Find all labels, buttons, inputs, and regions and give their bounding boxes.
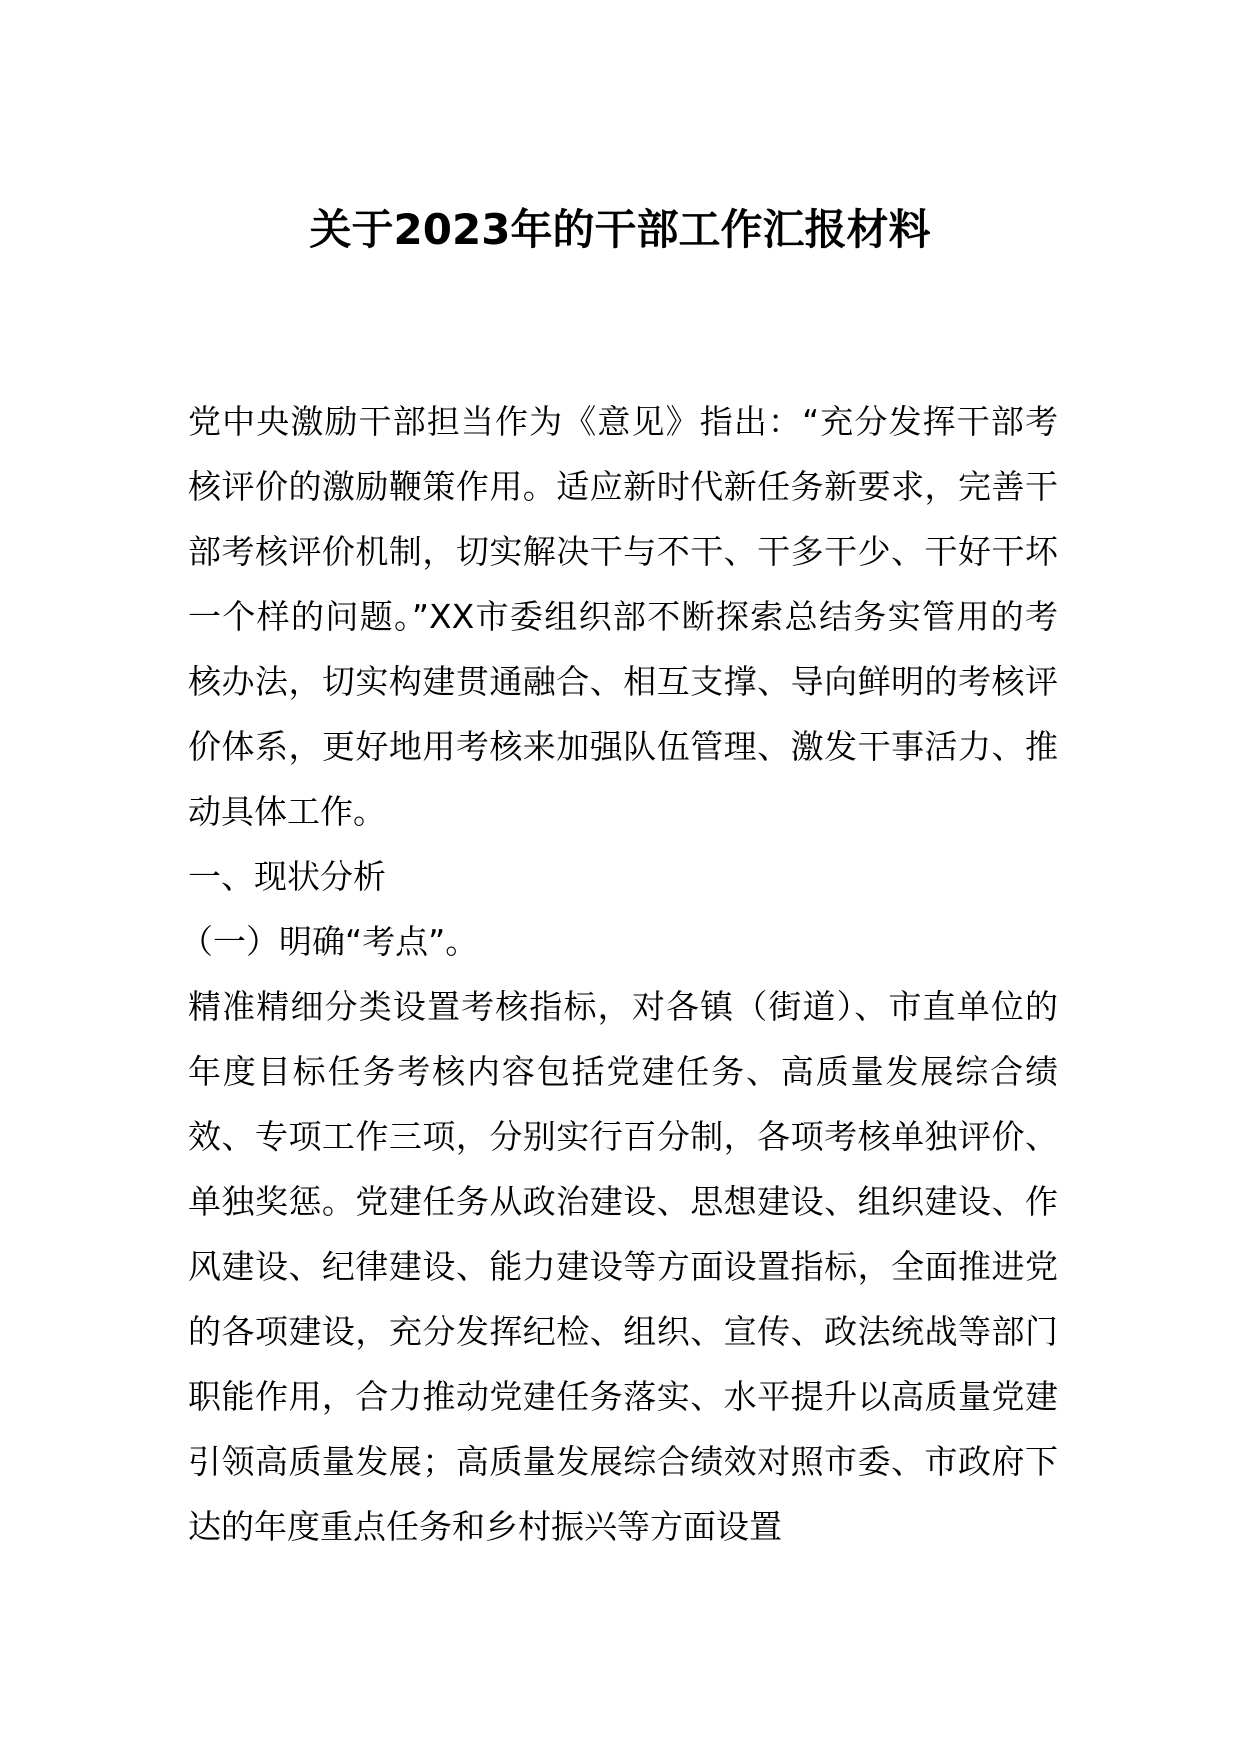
document-title: 关于2023年的干部工作汇报材料 <box>309 205 931 254</box>
intro-paragraph: 党中央激励干部担当作为《意见》指出：“充分发挥干部考核评价的激励鞭策作用。适应新时代新任务新要求，完善干部考核评价机制，切实解决干与不干、干多干少、干好干坏一个样的问题。”XX市委组织部不断探索总结务实管用的考核办法，切实构建贯通融合、相互支撑、导向鲜明的考核评价体系，更好地用考核来加强队伍管理、激发干事活力、推动具体工作。 <box>188 402 1058 831</box>
subsection-heading: （一）明确“考点”。 <box>180 922 479 961</box>
document-body <box>180 389 1058 1559</box>
body-paragraph: 精准精细分类设置考核指标，对各镇（街道）、市直单位的年度目标任务考核内容包括党建任务、高质量发展综合绩效、专项工作三项，分别实行百分制，各项考核单独评价、单独奖惩。党建任务从政治建设、思想建设、组织建设、作风建设、纪律建设、能力建设等方面设置指标，全面推进党的各项建设，充分发挥纪检、组织、宣传、政法统战等部门职能作用，合力推动党建任务落实、水平提升以高质量党建引领高质量发展；高质量发展综合绩效对照市委、市政府下达的年度重点任务和乡村振兴等方面设置 <box>188 987 1058 1546</box>
section-heading: 一、现状分析 <box>188 857 386 896</box>
